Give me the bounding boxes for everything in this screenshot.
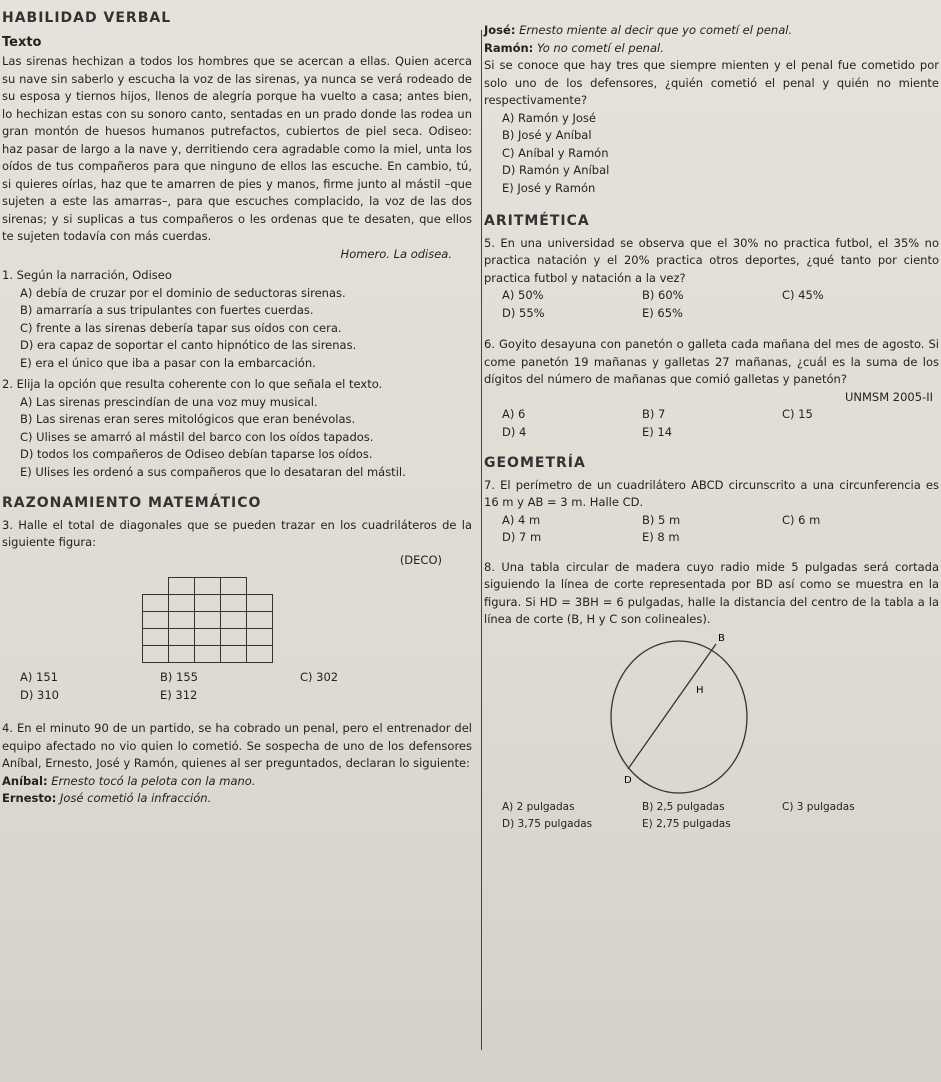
option: E) 8 m: [642, 530, 680, 544]
section-title-geometry: GEOMETRÍA: [484, 455, 586, 471]
option: B) José y Aníbal: [502, 128, 592, 142]
question-6: [484, 336, 939, 441]
speaker-name: Ramón:: [484, 40, 534, 55]
question-stem: 7. El perímetro de un cuadrilátero ABCD circunscrito a una circunferencia es 16 m y AB = 3 m. Halle CD.: [484, 477, 939, 509]
question-4-continuation: Si se conoce que hay tres que siempre mienten y el penal fue cometido por solo uno de los defensores, ¿quién cometió el penal y quién no miente respectivamente?: [484, 58, 939, 107]
option: E) era el único que iba a pasar con la embarcación.: [20, 355, 316, 370]
section-title-verbal: HABILIDAD VERBAL: [2, 10, 172, 26]
point-d-label: D: [624, 774, 632, 786]
option: D) 7 m: [502, 530, 542, 544]
question-stem: 1. Según la narración, Odiseo: [2, 268, 172, 282]
option: D) 310: [20, 687, 59, 702]
speaker-name: Aníbal:: [2, 773, 48, 788]
option: A) 4 m: [502, 512, 541, 527]
option: B) amarraría a sus tripulantes con fuertes cuerdas.: [20, 303, 314, 317]
option: D) 4: [502, 424, 527, 439]
option: D) todos los compañeros de Odiseo debían taparse los oídos.: [20, 447, 373, 461]
question-stem: 6. Goyito desayuna con panetón o galleta cada mañana del mes de agosto. Si come panetón 19 mañanas y galletas 27 mañanas, ¿cuál es la suma de los dígitos del número de mañanas que comió galletas y panetón?: [484, 337, 939, 386]
question-stem: 5. En una universidad se observa que el 30% no practica futbol, el 35% no practica natación y el 20% practica otros deportes, ¿qué tanto por ciento practica futbol y natación a la vez?: [484, 235, 939, 285]
section-title-math: RAZONAMIENTO MATEMÁTICO: [2, 495, 262, 511]
question-1: [2, 267, 472, 372]
options: [484, 406, 939, 441]
passage: Las sirenas hechizan a todos los hombres que se acercan a ellas. Quien acerca su nave sin saberlo y escucha la voz de las sirenas, ya nunca se verá rodeado de su esposa y tiernos hijos, llenos de alegría porque ha vuelto a casa; antes bien, lo hechizan estas con su sonoro canto, sentadas en un prado donde las rodea un gran montón de huesos humanos putrefactos, cubiertos de piel seca. Odiseo: haz pasar de largo a la nave y, derritiendo cera agradable como la miel, unta los oídos de tus compañeros para que ninguno de ellos las escuche. En cambio, tú, si quieres oírlas, haz que te amarren de pies y manos, firme junto al mástil –que sujeten a este las amarras–, para que escuches complacido, la voz de las dos sirenas; y si suplicas a tus compañeros o les ordenas que te desaten, que ellos te sujeten todavía con más cuerdas.: [2, 54, 472, 243]
circle-shape: [611, 641, 747, 793]
option: C) 6 m: [782, 512, 821, 527]
option: D) 3,75 pulgadas: [502, 818, 593, 830]
point-b-label: B: [718, 632, 725, 644]
speaker-statement: Yo no cometí el penal.: [536, 40, 664, 55]
question-3: [2, 517, 472, 705]
option: A) 50%: [502, 288, 544, 302]
option: C) frente a las sirenas debería tapar sus oídos con cera.: [20, 320, 342, 335]
section-title-arithmetic: ARITMÉTICA: [484, 213, 590, 229]
question-tag: (DECO): [399, 552, 442, 567]
text-heading: Texto: [2, 34, 42, 50]
speaker-statement: Ernesto miente al decir que yo cometí el penal.: [519, 23, 793, 37]
question-5: [484, 235, 939, 323]
option: C) Aníbal y Ramón: [502, 145, 609, 160]
option: E) José y Ramón: [502, 180, 596, 195]
quadrilateral-grid-figure: [142, 577, 273, 663]
option: C) 15: [782, 407, 813, 421]
options: [484, 799, 939, 834]
option: B) 155: [160, 670, 198, 684]
option: B) 5 m: [642, 512, 681, 527]
option: B) 7: [642, 407, 666, 421]
option: A) debía de cruzar por el dominio de seductoras sirenas.: [20, 285, 346, 300]
left-column: [2, 4, 472, 808]
options: [484, 287, 939, 322]
option: E) 14: [642, 424, 673, 439]
question-stem: 8. Una tabla circular de madera cuyo radio mide 5 pulgadas será cortada siguiendo la línea de corte representada por BD así como se muestra en la figura. Si HD = 3BH = 6 pulgadas, halle la distancia del centro de la tabla a la línea de corte (B, H y C son colineales).: [484, 559, 939, 626]
question-stem: 2. Elija la opción que resulta coherente con lo que señala el texto.: [2, 377, 383, 391]
option: A) 2 pulgadas: [502, 800, 575, 813]
option: B) Las sirenas eran seres mitológicos que eran benévolas.: [20, 412, 356, 426]
options: [484, 512, 939, 547]
option: E) 2,75 pulgadas: [642, 818, 731, 830]
question-tag: UNMSM 2005-II: [844, 389, 933, 404]
option: A) 6: [502, 407, 526, 421]
option: A) 151: [20, 670, 58, 684]
speaker-name: Ernesto:: [2, 791, 57, 805]
option: C) 45%: [782, 288, 824, 302]
circle-chord-figure: [584, 629, 784, 799]
option: A) Las sirenas prescindían de una voz muy musical.: [20, 394, 318, 409]
column-divider: [481, 30, 482, 1050]
option: D) era capaz de soportar el canto hipnótico de las sirenas.: [20, 338, 357, 352]
speaker-statement: José cometió la infracción.: [60, 791, 212, 805]
option: A) Ramón y José: [502, 110, 596, 125]
speaker-name: José:: [484, 23, 516, 37]
right-column: [484, 4, 939, 834]
point-h-label: H: [696, 684, 704, 696]
speaker-statement: Ernesto tocó la pelota con la mano.: [51, 773, 256, 788]
question-stem: 3. Halle el total de diagonales que se pueden trazar en los cuadriláteros de la siguiente figura:: [2, 517, 472, 549]
question-8: [484, 559, 939, 834]
option: B) 60%: [642, 288, 684, 302]
option: C) 3 pulgadas: [782, 800, 855, 813]
chord-bd: [628, 644, 716, 769]
question-7: [484, 477, 939, 547]
option: D) 55%: [502, 305, 545, 320]
question-stem: 4. En el minuto 90 de un partido, se ha cobrado un penal, pero el entrenador del equipo afectado no vio quien lo cometió. Se sospecha de uno de los defensores Aníbal, Ernesto, José y Ramón, quienes al ser preguntados, declaran lo siguiente:: [2, 721, 472, 770]
option: C) 302: [300, 670, 339, 684]
question-2: [2, 376, 472, 481]
question-4: [2, 720, 472, 808]
option: E) Ulises les ordenó a sus compañeros que lo desataran del mástil.: [20, 464, 406, 479]
option: E) 65%: [642, 305, 683, 320]
options: [2, 669, 472, 704]
option: D) Ramón y Aníbal: [502, 163, 610, 177]
option: B) 2,5 pulgadas: [642, 800, 725, 813]
passage-source: Homero. La odisea.: [340, 246, 452, 261]
option: E) 312: [160, 687, 198, 702]
option: C) Ulises se amarró al mástil del barco con los oídos tapados.: [20, 429, 374, 444]
